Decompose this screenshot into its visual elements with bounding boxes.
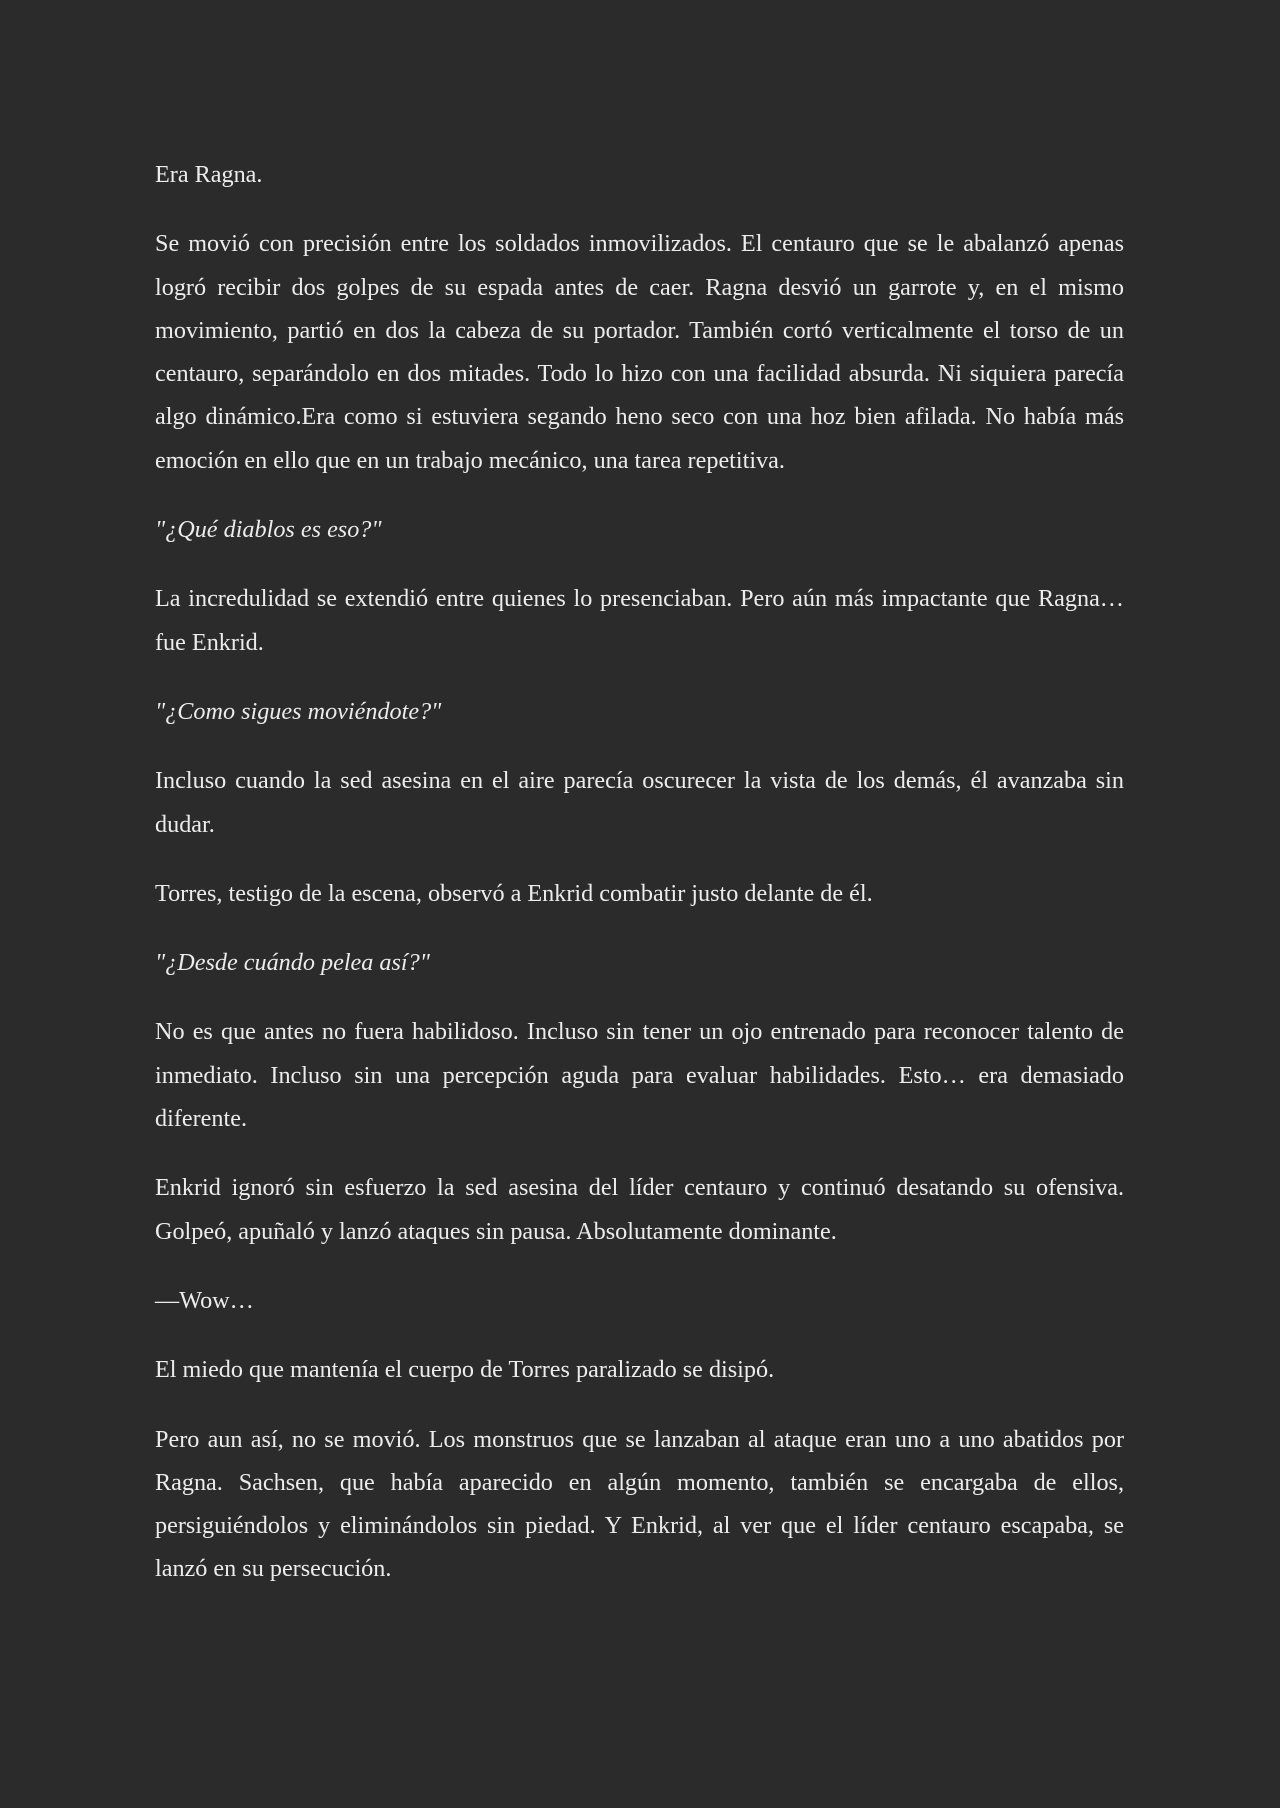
paragraph-6: No es que antes no fuera habilidoso. Incluso sin tener un ojo entrenado para reconocer talento de inmediato. Incluso sin una percepción aguda para evaluar habilidades. Esto… era demasiado diferente.	[155, 1018, 1124, 1133]
document-body	[155, 153, 1124, 1591]
paragraph-7: Enkrid ignoró sin esfuerzo la sed asesina del líder centauro y continuó desatando su ofensiva. Golpeó, apuñaló y lanzó ataques sin pausa. Absolutamente dominante.	[155, 1174, 1124, 1245]
paragraph-3: La incredulidad se extendió entre quienes lo presenciaban. Pero aún más impactante que Ragna… fue Enkrid.	[155, 585, 1124, 656]
paragraph-2: Se movió con precisión entre los soldados inmovilizados. El centauro que se le abalanzó apenas logró recibir dos golpes de su espada antes de caer. Ragna desvió un garrote y, en el mismo movimiento, partió en dos la cabeza de su portador. También cortó verticalmente el torso de un centauro, separándolo en dos mitades. Todo lo hizo con una facilidad absurda. Ni siquiera parecía algo dinámico.Era como si estuviera segando heno seco con una hoz bien afilada. No había más emoción en ello que en un trabajo mecánico, una tarea repetitiva.	[155, 230, 1124, 474]
exclamation-line: —Wow…	[155, 1286, 254, 1314]
dialogue-line-1: "¿Qué diablos es eso?"	[155, 516, 382, 544]
paragraph-4: Incluso cuando la sed asesina en el aire parecía oscurecer la vista de los demás, él avanzaba sin dudar.	[155, 767, 1124, 838]
dialogue-line-2: "¿Como sigues moviéndote?"	[155, 697, 442, 725]
paragraph-5: Torres, testigo de la escena, observó a Enkrid combatir justo delante de él.	[155, 879, 873, 907]
dialogue-line-3: "¿Desde cuándo pelea así?"	[155, 949, 430, 977]
paragraph-9: Pero aun así, no se movió. Los monstruos que se lanzaban al ataque eran uno a uno abatidos por Ragna. Sachsen, que había aparecido en algún momento, también se encargaba de ellos, persiguiéndolos y eliminándolos sin piedad. Y Enkrid, al ver que el líder centauro escapaba, se lanzó en su persecución.	[155, 1425, 1124, 1583]
paragraph-1: Era Ragna.	[155, 161, 263, 188]
paragraph-8: El miedo que mantenía el cuerpo de Torres paralizado se disipó.	[155, 1356, 775, 1384]
